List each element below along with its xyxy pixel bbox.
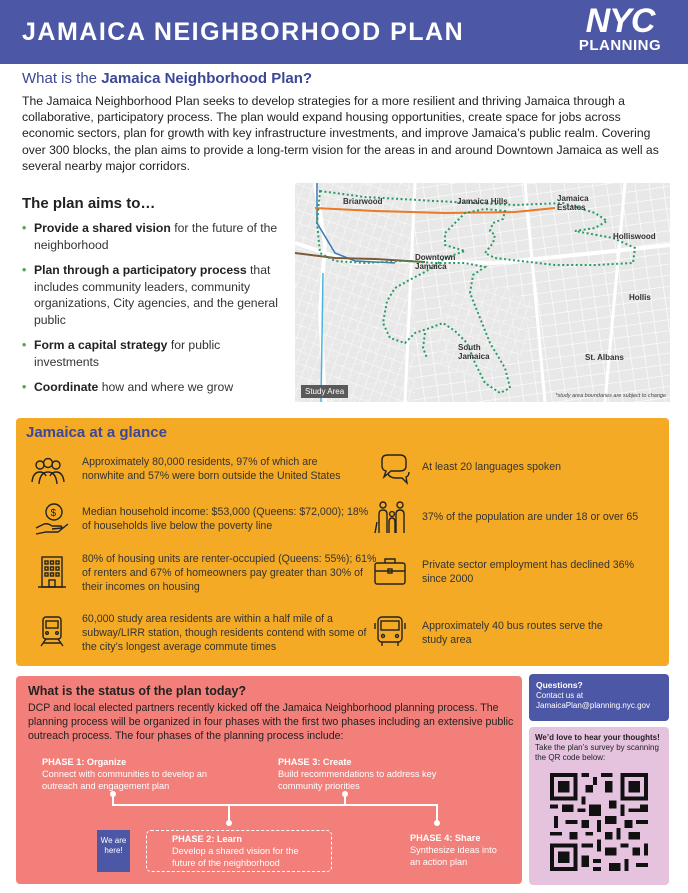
contact-email-link[interactable]: JamaicaPlan@planning.nyc.gov [536, 701, 650, 710]
questions-contact-label: Contact us at [536, 691, 584, 700]
aim-rest: that includes community leaders, community organizations, City agencies, and the general public [34, 263, 278, 327]
status-paragraph: DCP and local elected partners recently kicked off the Jamaica Neighborhood planning process. The planning process will be organized in four phases with the first two phases including an extensive public outreach process. The four phases of the planning process include: [28, 702, 514, 742]
map-label-south-jamaica: South Jamaica [458, 343, 490, 361]
intro-paragraph: The Jamaica Neighborhood Plan seeks to develop strategies for a more resilient and thriving Jamaica through a collaborative, participatory process. The plan would expand housing opportunities, create space for jobs across economic sectors, plan for growth with key infrastructure investments, and improve Jamaica’s public realm. Covering over 300 blocks, the plan aims to provide a long-term vision for the areas in and around Downtown Jamaica as well as several nearby major corridors. [22, 94, 659, 173]
phase-1 [42, 756, 232, 792]
map-label-downtown-jamaica: Downtown Jamaica [415, 253, 456, 271]
speech-bubbles-icon [376, 452, 412, 486]
aim-item [22, 379, 284, 396]
aim-item [22, 220, 284, 253]
glance-section [16, 418, 669, 666]
aim-bold: Coordinate [34, 380, 99, 394]
aims-heading: The plan aims to… [22, 195, 156, 212]
timeline-dot [342, 791, 348, 797]
questions-box [529, 674, 669, 721]
nyc-planning-logo [568, 4, 672, 58]
briefcase-icon [372, 554, 408, 588]
map-label-briarwood: Briarwood [343, 197, 383, 206]
aim-bold: Plan through a participatory process [34, 263, 247, 277]
timeline-dot [226, 820, 232, 826]
map-footnote: *study area boundaries are subject to change [555, 393, 666, 399]
phase-2-desc: Develop a shared vision for the future of the neighborhood [172, 846, 299, 868]
page-title: JAMAICA NEIGHBORHOOD PLAN [22, 18, 465, 46]
train-icon [34, 614, 70, 648]
phase-3-title: PHASE 3: Create [278, 757, 352, 767]
status-section [16, 676, 522, 884]
phase-4-desc: Synthesize ideas into an action plan [410, 845, 497, 867]
timeline-dot [110, 791, 116, 797]
aim-bold: Provide a shared vision [34, 221, 171, 235]
stat-population-age: 37% of the population are under 18 or over 65 [422, 511, 639, 523]
phase-4-title: PHASE 4: Share [410, 833, 481, 843]
survey-text: Take the plan’s survey by scanning the QR code below: [535, 743, 659, 762]
bullet-icon: • [22, 338, 27, 352]
map-label-holliswood: Holliswood [613, 232, 656, 241]
logo-planning-text: PLANNING [578, 37, 662, 54]
intro-heading-prefix: What is the [22, 70, 102, 87]
phase-3 [278, 756, 448, 792]
phase-3-desc: Build recommendations to address key community priorities [278, 769, 437, 791]
survey-title: We’d love to hear your thoughts! [535, 733, 660, 742]
map-label-hollis: Hollis [629, 293, 651, 302]
phase-4 [410, 832, 500, 868]
map-label-jamaica-estates: Jamaica Estates [557, 194, 589, 212]
stat-bus-routes: Approximately 40 bus routes serve the study area [422, 620, 603, 646]
map-label-jamaica-hills: Jamaica Hills [457, 197, 508, 206]
svg-text:$: $ [50, 508, 57, 519]
aim-rest: for public investments [34, 338, 221, 369]
glance-title: Jamaica at a glance [26, 424, 167, 441]
building-icon [34, 554, 70, 588]
intro-heading-bold: Jamaica Neighborhood Plan? [101, 70, 313, 87]
money-hand-icon [34, 502, 70, 536]
stat-languages: At least 20 languages spoken [422, 461, 561, 473]
people-group-icon [30, 452, 66, 486]
intro-heading [22, 70, 312, 87]
questions-title: Questions? [536, 680, 583, 690]
phase-1-title: PHASE 1: Organize [42, 757, 127, 767]
phase-2 [172, 833, 322, 869]
family-icon [374, 500, 410, 534]
phase-1-desc: Connect with communities to develop an outreach and engagement plan [42, 769, 207, 791]
aim-rest: how and where we grow [98, 380, 234, 394]
qr-code-icon[interactable] [550, 772, 648, 872]
aim-bold: Form a capital strategy [34, 338, 168, 352]
stat-income: Median household income: $53,000 (Queens: $72,000); 18% of households live below the poverty line [82, 506, 369, 532]
map-label-st-albans: St. Albans [585, 353, 624, 362]
status-title: What is the status of the plan today? [28, 684, 247, 698]
bullet-icon: • [22, 263, 27, 277]
phase-2-title: PHASE 2: Learn [172, 834, 242, 844]
survey-box [529, 727, 669, 885]
map-graphic [295, 183, 670, 402]
logo-nyc-text: NYC [585, 2, 655, 40]
we-are-here-badge: We are here! [97, 830, 130, 872]
stat-housing: 80% of housing units are renter-occupied (Queens: 55%); 61% of renters and 67% of homeowners pay greater than 30% of their incomes on housing [82, 553, 377, 593]
header-banner [0, 0, 688, 64]
stat-transit: 60,000 study area residents are within a half mile of a subway/LIRR station, though residents contend with some of the city’s longest average commute times [82, 613, 367, 653]
aim-rest: for the future of the neighborhood [34, 221, 278, 252]
aim-item [22, 262, 284, 328]
bus-icon [372, 614, 408, 648]
study-area-map [295, 183, 670, 402]
timeline-line [112, 804, 436, 806]
aim-item [22, 337, 284, 370]
study-area-label: Study Area [301, 385, 348, 398]
stat-employment: Private sector employment has declined 36% since 2000 [422, 559, 634, 585]
aims-list [22, 220, 284, 405]
bullet-icon: • [22, 380, 27, 394]
bullet-icon: • [22, 221, 27, 235]
stat-residents: Approximately 80,000 residents, 97% of which are nonwhite and 57% were born outside the United States [82, 456, 341, 482]
timeline-dot [434, 820, 440, 826]
